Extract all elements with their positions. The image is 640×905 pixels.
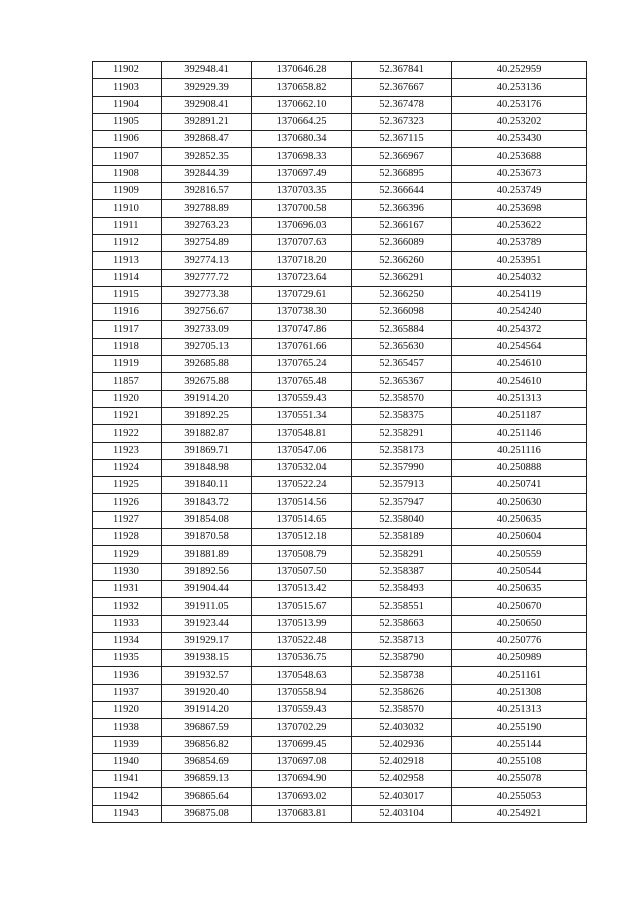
point-id-cell: 11915	[93, 286, 162, 303]
table-row	[93, 805, 587, 822]
table-row	[93, 701, 587, 718]
point-id-cell: 11904	[93, 96, 162, 113]
table-row	[93, 79, 587, 96]
y-coordinate-cell: 1370664.25	[252, 113, 352, 130]
longitude-cell: 40.253749	[452, 183, 587, 200]
point-id-cell: 11923	[93, 442, 162, 459]
y-coordinate-cell: 1370702.29	[252, 719, 352, 736]
point-id-cell: 11906	[93, 131, 162, 148]
latitude-cell: 52.366396	[352, 200, 452, 217]
table-row	[93, 425, 587, 442]
longitude-cell: 40.250604	[452, 529, 587, 546]
x-coordinate-cell: 391854.08	[162, 511, 252, 528]
x-coordinate-cell: 392852.35	[162, 148, 252, 165]
x-coordinate-cell: 392844.39	[162, 165, 252, 182]
point-id-cell: 11934	[93, 632, 162, 649]
point-id-cell: 11928	[93, 529, 162, 546]
y-coordinate-cell: 1370698.33	[252, 148, 352, 165]
table-row	[93, 684, 587, 701]
table-row	[93, 719, 587, 736]
x-coordinate-cell: 391911.05	[162, 598, 252, 615]
point-id-cell: 11940	[93, 753, 162, 770]
point-id-cell: 11938	[93, 719, 162, 736]
x-coordinate-cell: 391938.15	[162, 650, 252, 667]
y-coordinate-cell: 1370697.08	[252, 753, 352, 770]
latitude-cell: 52.358387	[352, 563, 452, 580]
x-coordinate-cell: 391882.87	[162, 425, 252, 442]
y-coordinate-cell: 1370729.61	[252, 286, 352, 303]
x-coordinate-cell: 391892.25	[162, 407, 252, 424]
latitude-cell: 52.367478	[352, 96, 452, 113]
x-coordinate-cell: 396875.08	[162, 805, 252, 822]
y-coordinate-cell: 1370718.20	[252, 252, 352, 269]
latitude-cell: 52.358626	[352, 684, 452, 701]
y-coordinate-cell: 1370512.18	[252, 529, 352, 546]
longitude-cell: 40.255078	[452, 771, 587, 788]
point-id-cell: 11916	[93, 304, 162, 321]
point-id-cell: 11941	[93, 771, 162, 788]
table-row	[93, 667, 587, 684]
longitude-cell: 40.255108	[452, 753, 587, 770]
longitude-cell: 40.253673	[452, 165, 587, 182]
table-row	[93, 200, 587, 217]
x-coordinate-cell: 396859.13	[162, 771, 252, 788]
latitude-cell: 52.358189	[352, 529, 452, 546]
longitude-cell: 40.251187	[452, 407, 587, 424]
x-coordinate-cell: 392891.21	[162, 113, 252, 130]
point-id-cell: 11936	[93, 667, 162, 684]
latitude-cell: 52.366089	[352, 234, 452, 251]
longitude-cell: 40.255144	[452, 736, 587, 753]
x-coordinate-cell: 391840.11	[162, 477, 252, 494]
point-id-cell: 11903	[93, 79, 162, 96]
table-row	[93, 113, 587, 130]
table-row	[93, 632, 587, 649]
latitude-cell: 52.358570	[352, 390, 452, 407]
longitude-cell: 40.250776	[452, 632, 587, 649]
longitude-cell: 40.251146	[452, 425, 587, 442]
table-row	[93, 563, 587, 580]
x-coordinate-cell: 396856.82	[162, 736, 252, 753]
longitude-cell: 40.255190	[452, 719, 587, 736]
table-row	[93, 615, 587, 632]
longitude-cell: 40.250559	[452, 546, 587, 563]
point-id-cell: 11931	[93, 580, 162, 597]
latitude-cell: 52.358291	[352, 546, 452, 563]
latitude-cell: 52.358570	[352, 701, 452, 718]
table-row	[93, 459, 587, 476]
x-coordinate-cell: 391869.71	[162, 442, 252, 459]
point-id-cell: 11942	[93, 788, 162, 805]
y-coordinate-cell: 1370513.42	[252, 580, 352, 597]
latitude-cell: 52.358375	[352, 407, 452, 424]
table-row	[93, 736, 587, 753]
longitude-cell: 40.253202	[452, 113, 587, 130]
table-row	[93, 131, 587, 148]
longitude-cell: 40.250670	[452, 598, 587, 615]
latitude-cell: 52.367841	[352, 62, 452, 79]
longitude-cell: 40.254240	[452, 304, 587, 321]
table-row	[93, 183, 587, 200]
y-coordinate-cell: 1370548.81	[252, 425, 352, 442]
longitude-cell: 40.253789	[452, 234, 587, 251]
table-row	[93, 269, 587, 286]
longitude-cell: 40.251161	[452, 667, 587, 684]
y-coordinate-cell: 1370508.79	[252, 546, 352, 563]
latitude-cell: 52.358790	[352, 650, 452, 667]
latitude-cell: 52.365367	[352, 373, 452, 390]
x-coordinate-cell: 392816.57	[162, 183, 252, 200]
point-id-cell: 11927	[93, 511, 162, 528]
longitude-cell: 40.250630	[452, 494, 587, 511]
point-id-cell: 11932	[93, 598, 162, 615]
point-id-cell: 11907	[93, 148, 162, 165]
x-coordinate-cell: 391848.98	[162, 459, 252, 476]
x-coordinate-cell: 391892.56	[162, 563, 252, 580]
x-coordinate-cell: 392774.13	[162, 252, 252, 269]
longitude-cell: 40.251313	[452, 390, 587, 407]
longitude-cell: 40.250741	[452, 477, 587, 494]
latitude-cell: 52.367667	[352, 79, 452, 96]
point-id-cell: 11924	[93, 459, 162, 476]
y-coordinate-cell: 1370513.99	[252, 615, 352, 632]
y-coordinate-cell: 1370738.30	[252, 304, 352, 321]
latitude-cell: 52.357913	[352, 477, 452, 494]
latitude-cell: 52.358493	[352, 580, 452, 597]
y-coordinate-cell: 1370559.43	[252, 701, 352, 718]
y-coordinate-cell: 1370662.10	[252, 96, 352, 113]
latitude-cell: 52.358663	[352, 615, 452, 632]
y-coordinate-cell: 1370761.66	[252, 338, 352, 355]
table-row	[93, 62, 587, 79]
point-id-cell: 11925	[93, 477, 162, 494]
y-coordinate-cell: 1370680.34	[252, 131, 352, 148]
longitude-cell: 40.252959	[452, 62, 587, 79]
x-coordinate-cell: 392675.88	[162, 373, 252, 390]
longitude-cell: 40.254921	[452, 805, 587, 822]
longitude-cell: 40.254564	[452, 338, 587, 355]
table-row	[93, 356, 587, 373]
y-coordinate-cell: 1370700.58	[252, 200, 352, 217]
point-id-cell: 11918	[93, 338, 162, 355]
point-id-cell: 11937	[93, 684, 162, 701]
coordinates-table-body	[93, 62, 587, 823]
latitude-cell: 52.357990	[352, 459, 452, 476]
y-coordinate-cell: 1370548.63	[252, 667, 352, 684]
point-id-cell: 11929	[93, 546, 162, 563]
point-id-cell: 11909	[93, 183, 162, 200]
y-coordinate-cell: 1370697.49	[252, 165, 352, 182]
x-coordinate-cell: 392908.41	[162, 96, 252, 113]
table-row	[93, 771, 587, 788]
table-row	[93, 390, 587, 407]
table-row	[93, 788, 587, 805]
longitude-cell: 40.253951	[452, 252, 587, 269]
point-id-cell: 11857	[93, 373, 162, 390]
x-coordinate-cell: 391923.44	[162, 615, 252, 632]
table-row	[93, 511, 587, 528]
latitude-cell: 52.402958	[352, 771, 452, 788]
table-row	[93, 442, 587, 459]
coordinates-table	[92, 61, 587, 823]
point-id-cell: 11935	[93, 650, 162, 667]
y-coordinate-cell: 1370551.34	[252, 407, 352, 424]
latitude-cell: 52.365457	[352, 356, 452, 373]
y-coordinate-cell: 1370536.75	[252, 650, 352, 667]
x-coordinate-cell: 396854.69	[162, 753, 252, 770]
latitude-cell: 52.358713	[352, 632, 452, 649]
y-coordinate-cell: 1370765.24	[252, 356, 352, 373]
y-coordinate-cell: 1370699.45	[252, 736, 352, 753]
y-coordinate-cell: 1370693.02	[252, 788, 352, 805]
latitude-cell: 52.357947	[352, 494, 452, 511]
x-coordinate-cell: 392773.38	[162, 286, 252, 303]
table-row	[93, 650, 587, 667]
y-coordinate-cell: 1370547.06	[252, 442, 352, 459]
table-row	[93, 338, 587, 355]
latitude-cell: 52.366250	[352, 286, 452, 303]
x-coordinate-cell: 396865.64	[162, 788, 252, 805]
longitude-cell: 40.254610	[452, 356, 587, 373]
x-coordinate-cell: 391870.58	[162, 529, 252, 546]
longitude-cell: 40.254032	[452, 269, 587, 286]
point-id-cell: 11913	[93, 252, 162, 269]
y-coordinate-cell: 1370723.64	[252, 269, 352, 286]
latitude-cell: 52.403017	[352, 788, 452, 805]
longitude-cell: 40.250544	[452, 563, 587, 580]
longitude-cell: 40.250650	[452, 615, 587, 632]
longitude-cell: 40.254372	[452, 321, 587, 338]
x-coordinate-cell: 391932.57	[162, 667, 252, 684]
point-id-cell: 11908	[93, 165, 162, 182]
table-row	[93, 286, 587, 303]
x-coordinate-cell: 392685.88	[162, 356, 252, 373]
y-coordinate-cell: 1370696.03	[252, 217, 352, 234]
longitude-cell: 40.254610	[452, 373, 587, 390]
point-id-cell: 11943	[93, 805, 162, 822]
point-id-cell: 11902	[93, 62, 162, 79]
longitude-cell: 40.250635	[452, 511, 587, 528]
table-row	[93, 165, 587, 182]
x-coordinate-cell: 391920.40	[162, 684, 252, 701]
table-row	[93, 598, 587, 615]
latitude-cell: 52.366260	[352, 252, 452, 269]
y-coordinate-cell: 1370747.86	[252, 321, 352, 338]
point-id-cell: 11926	[93, 494, 162, 511]
point-id-cell: 11919	[93, 356, 162, 373]
x-coordinate-cell: 392777.72	[162, 269, 252, 286]
latitude-cell: 52.366644	[352, 183, 452, 200]
y-coordinate-cell: 1370522.48	[252, 632, 352, 649]
point-id-cell: 11910	[93, 200, 162, 217]
y-coordinate-cell: 1370514.65	[252, 511, 352, 528]
point-id-cell: 11911	[93, 217, 162, 234]
y-coordinate-cell: 1370707.63	[252, 234, 352, 251]
latitude-cell: 52.366291	[352, 269, 452, 286]
latitude-cell: 52.402936	[352, 736, 452, 753]
longitude-cell: 40.251313	[452, 701, 587, 718]
table-row	[93, 407, 587, 424]
x-coordinate-cell: 391929.17	[162, 632, 252, 649]
point-id-cell: 11920	[93, 701, 162, 718]
table-row	[93, 477, 587, 494]
x-coordinate-cell: 392705.13	[162, 338, 252, 355]
y-coordinate-cell: 1370765.48	[252, 373, 352, 390]
y-coordinate-cell: 1370646.28	[252, 62, 352, 79]
table-row	[93, 321, 587, 338]
longitude-cell: 40.254119	[452, 286, 587, 303]
y-coordinate-cell: 1370558.94	[252, 684, 352, 701]
longitude-cell: 40.253698	[452, 200, 587, 217]
latitude-cell: 52.358291	[352, 425, 452, 442]
y-coordinate-cell: 1370507.50	[252, 563, 352, 580]
longitude-cell: 40.250888	[452, 459, 587, 476]
point-id-cell: 11933	[93, 615, 162, 632]
table-row	[93, 304, 587, 321]
x-coordinate-cell: 391904.44	[162, 580, 252, 597]
table-row	[93, 753, 587, 770]
point-id-cell: 11914	[93, 269, 162, 286]
longitude-cell: 40.253688	[452, 148, 587, 165]
latitude-cell: 52.367115	[352, 131, 452, 148]
longitude-cell: 40.250635	[452, 580, 587, 597]
longitude-cell: 40.253136	[452, 79, 587, 96]
latitude-cell: 52.403104	[352, 805, 452, 822]
table-row	[93, 234, 587, 251]
latitude-cell: 52.358040	[352, 511, 452, 528]
table-row	[93, 529, 587, 546]
y-coordinate-cell: 1370683.81	[252, 805, 352, 822]
table-row	[93, 494, 587, 511]
table-row	[93, 580, 587, 597]
latitude-cell: 52.366098	[352, 304, 452, 321]
x-coordinate-cell: 392754.89	[162, 234, 252, 251]
x-coordinate-cell: 391881.89	[162, 546, 252, 563]
x-coordinate-cell: 392733.09	[162, 321, 252, 338]
x-coordinate-cell: 392929.39	[162, 79, 252, 96]
y-coordinate-cell: 1370559.43	[252, 390, 352, 407]
y-coordinate-cell: 1370532.04	[252, 459, 352, 476]
point-id-cell: 11930	[93, 563, 162, 580]
y-coordinate-cell: 1370522.24	[252, 477, 352, 494]
point-id-cell: 11912	[93, 234, 162, 251]
latitude-cell: 52.358173	[352, 442, 452, 459]
latitude-cell: 52.403032	[352, 719, 452, 736]
latitude-cell: 52.366895	[352, 165, 452, 182]
x-coordinate-cell: 392763.23	[162, 217, 252, 234]
y-coordinate-cell: 1370703.35	[252, 183, 352, 200]
point-id-cell: 11920	[93, 390, 162, 407]
table-row	[93, 546, 587, 563]
point-id-cell: 11922	[93, 425, 162, 442]
table-row	[93, 217, 587, 234]
longitude-cell: 40.250989	[452, 650, 587, 667]
table-row	[93, 373, 587, 390]
latitude-cell: 52.365630	[352, 338, 452, 355]
x-coordinate-cell: 392788.89	[162, 200, 252, 217]
point-id-cell: 11905	[93, 113, 162, 130]
y-coordinate-cell: 1370658.82	[252, 79, 352, 96]
y-coordinate-cell: 1370694.90	[252, 771, 352, 788]
x-coordinate-cell: 392868.47	[162, 131, 252, 148]
latitude-cell: 52.365884	[352, 321, 452, 338]
longitude-cell: 40.253176	[452, 96, 587, 113]
table-row	[93, 148, 587, 165]
latitude-cell: 52.402918	[352, 753, 452, 770]
latitude-cell: 52.358738	[352, 667, 452, 684]
longitude-cell: 40.251308	[452, 684, 587, 701]
table-row	[93, 96, 587, 113]
y-coordinate-cell: 1370515.67	[252, 598, 352, 615]
point-id-cell: 11939	[93, 736, 162, 753]
x-coordinate-cell: 391914.20	[162, 701, 252, 718]
y-coordinate-cell: 1370514.56	[252, 494, 352, 511]
x-coordinate-cell: 391914.20	[162, 390, 252, 407]
x-coordinate-cell: 396867.59	[162, 719, 252, 736]
longitude-cell: 40.255053	[452, 788, 587, 805]
longitude-cell: 40.251116	[452, 442, 587, 459]
x-coordinate-cell: 392948.41	[162, 62, 252, 79]
latitude-cell: 52.366167	[352, 217, 452, 234]
latitude-cell: 52.366967	[352, 148, 452, 165]
point-id-cell: 11921	[93, 407, 162, 424]
latitude-cell: 52.358551	[352, 598, 452, 615]
table-row	[93, 252, 587, 269]
x-coordinate-cell: 391843.72	[162, 494, 252, 511]
longitude-cell: 40.253622	[452, 217, 587, 234]
x-coordinate-cell: 392756.67	[162, 304, 252, 321]
longitude-cell: 40.253430	[452, 131, 587, 148]
latitude-cell: 52.367323	[352, 113, 452, 130]
point-id-cell: 11917	[93, 321, 162, 338]
